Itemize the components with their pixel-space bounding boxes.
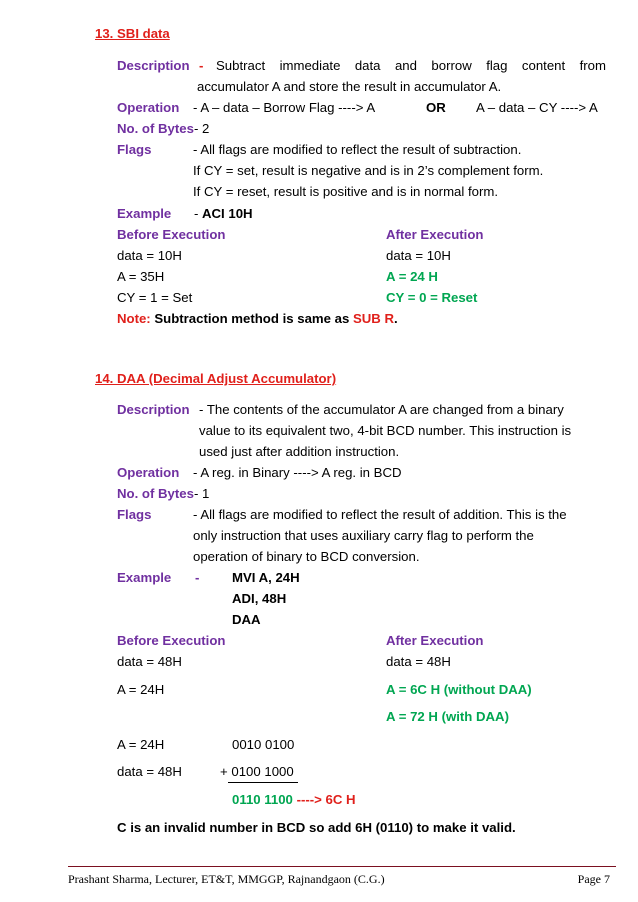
sbi-flags-label: Flags	[117, 142, 152, 157]
daa-after-a2: A = 72 H (with DAA)	[386, 709, 509, 724]
daa-description-line3: used just after addition instruction.	[199, 444, 400, 459]
sbi-note	[117, 310, 398, 328]
daa-calc-result	[232, 791, 356, 809]
sbi-note-ref: SUB R	[352, 311, 395, 326]
daa-calc-data-bits: + 0100 1000	[220, 764, 294, 779]
daa-after-label: After Execution	[386, 633, 484, 648]
footer-author: Prashant Sharma, Lecturer, ET&T, MMGGP, Rajnandgaon (C.G.)	[68, 872, 385, 886]
sbi-flags-line2: If CY = set, result is negative and is in 2’s complement form.	[193, 163, 544, 178]
daa-conclusion: C is an invalid number in BCD so add 6H (0110) to make it valid.	[117, 820, 516, 835]
daa-example-dash: -	[195, 570, 200, 585]
sbi-note-label: Note:	[117, 311, 151, 326]
sbi-after-label: After Execution	[386, 227, 484, 242]
sbi-note-text: Subtraction method is same as	[154, 311, 350, 326]
sbi-before-data: data = 10H	[117, 248, 182, 263]
daa-before-data: data = 48H	[117, 654, 182, 669]
sbi-example-value: ACI 10H	[202, 206, 253, 221]
sbi-description-dash: -	[199, 58, 204, 73]
sbi-operation-part2: A – data – CY ----> A	[476, 100, 598, 115]
sbi-operation-label: Operation	[117, 100, 180, 115]
daa-calc-result-hex: 6C H	[325, 792, 356, 807]
daa-operation-label: Operation	[117, 465, 180, 480]
daa-calc-data-label: data = 48H	[117, 764, 182, 779]
sbi-after-data: data = 10H	[386, 248, 451, 263]
sbi-flags-line3: If CY = reset, result is positive and is in normal form.	[193, 184, 499, 199]
sbi-before-label: Before Execution	[117, 227, 226, 242]
daa-description-line2: value to its equivalent two, 4-bit BCD number. This instruction is	[199, 423, 572, 438]
daa-calc-a-bits: 0010 0100	[232, 737, 295, 752]
daa-calc-a-label: A = 24H	[117, 737, 165, 752]
sbi-flags-line1: - All flags are modified to reflect the result of subtraction.	[193, 142, 522, 157]
daa-calc-result-bits: 0110 1100	[232, 792, 293, 807]
daa-description-line1: - The contents of the accumulator A are changed from a binary	[199, 402, 564, 417]
daa-example-label: Example	[117, 570, 172, 585]
daa-before-label: Before Execution	[117, 633, 226, 648]
daa-example-line2: ADI, 48H	[232, 591, 287, 606]
sbi-note-period: .	[394, 311, 398, 326]
daa-flags-line3: operation of binary to BCD conversion.	[193, 549, 420, 564]
daa-flags-line2: only instruction that uses auxiliary carry flag to perform the	[193, 528, 534, 543]
daa-calc-arrow: ---->	[296, 792, 322, 807]
daa-flags-label: Flags	[117, 507, 152, 522]
sbi-example-dash: -	[194, 206, 199, 221]
daa-example-line1: MVI A, 24H	[232, 570, 300, 585]
daa-after-data: data = 48H	[386, 654, 451, 669]
sbi-example-label: Example	[117, 206, 172, 221]
footer-page-number: Page 7	[577, 872, 610, 886]
daa-after-a1: A = 6C H (without DAA)	[386, 682, 532, 697]
daa-example-line3: DAA	[232, 612, 261, 627]
sbi-heading: 13. SBI data	[95, 26, 170, 41]
footer-divider	[68, 866, 616, 867]
sbi-after-a: A = 24 H	[386, 269, 438, 284]
daa-description-label: Description	[117, 402, 190, 417]
sbi-bytes-label: No. of Bytes	[117, 121, 194, 136]
sbi-operation-or: OR	[426, 100, 446, 115]
sbi-description-label: Description	[117, 58, 190, 73]
sbi-bytes-value: - 2	[194, 121, 210, 136]
daa-before-a: A = 24H	[117, 682, 165, 697]
daa-bytes-label: No. of Bytes	[117, 486, 194, 501]
sbi-before-cy: CY = 1 = Set	[117, 290, 193, 305]
sbi-operation-part1: - A – data – Borrow Flag ----> A	[193, 100, 376, 115]
sbi-after-cy: CY = 0 = Reset	[386, 290, 478, 305]
sbi-description-line2: accumulator A and store the result in accumulator A.	[197, 79, 502, 94]
sbi-description-line1: Subtract immediate data and borrow flag content from	[216, 58, 606, 73]
daa-flags-line1: - All flags are modified to reflect the result of addition. This is the	[193, 507, 567, 522]
daa-heading: 14. DAA (Decimal Adjust Accumulator)	[95, 371, 337, 386]
daa-operation-value: - A reg. in Binary ----> A reg. in BCD	[193, 465, 402, 480]
daa-bytes-value: - 1	[194, 486, 210, 501]
daa-calc-sum-rule	[228, 782, 298, 783]
sbi-before-a: A = 35H	[117, 269, 165, 284]
